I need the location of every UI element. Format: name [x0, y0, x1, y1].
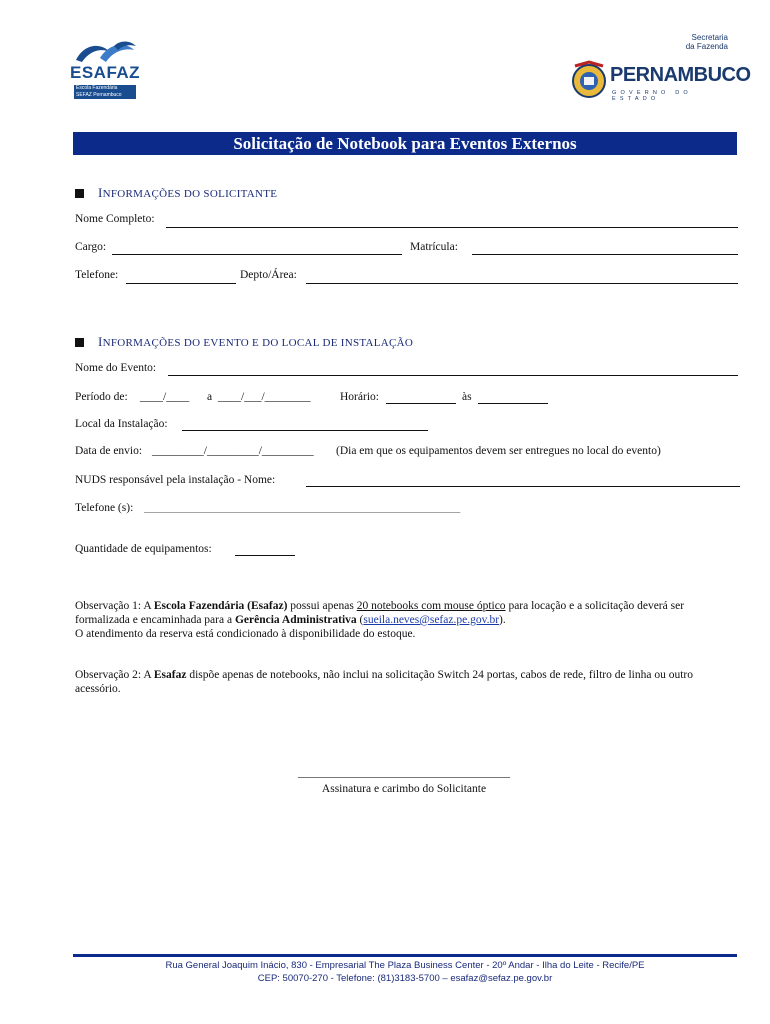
- periodo-start-field[interactable]: ____/____: [140, 391, 190, 403]
- esafaz-band-line2: SEFAZ Pernambuco: [76, 92, 122, 98]
- obs1-line3: O atendimento da reserva está condicionado à disponibilidade do estoque.: [75, 628, 416, 640]
- footer-address: Rua General Joaquim Inácio, 830 - Empresarial The Plaza Business Center - 20º Andar - Ilha do Leite - Recife/PE: [165, 960, 645, 971]
- coat-of-arms-icon: [570, 60, 608, 100]
- esafaz-logo-text: ESAFAZ: [70, 63, 141, 82]
- nome-completo-field[interactable]: [166, 227, 738, 228]
- section-heading-solicitante: [75, 185, 277, 201]
- footer-divider: [73, 954, 737, 957]
- data-envio-field[interactable]: _________/_________/_________: [152, 445, 314, 457]
- footer-contact: CEP: 50070-270 - Telefone: (81)3183-5700 – esafaz@sefaz.pe.gov.br: [257, 973, 553, 984]
- quantidade-label: Quantidade de equipamentos:: [75, 543, 212, 555]
- obs1-prefix: Observação 1: A: [75, 600, 152, 612]
- depto-label: Depto/Área:: [240, 269, 297, 281]
- quantidade-field[interactable]: [235, 555, 295, 556]
- obs2-prefix: Observação 2: A: [75, 669, 152, 681]
- periodo-end-field[interactable]: ____/___/________: [218, 391, 311, 403]
- obs1-underlined: 20 notebooks com mouse óptico: [356, 600, 506, 612]
- signature-line[interactable]: [298, 777, 510, 778]
- nuds-field[interactable]: [306, 486, 740, 487]
- secretaria-label: [686, 33, 728, 51]
- bullet-square-icon: [75, 189, 84, 198]
- obs1-bold-gerencia: Gerência Administrativa: [234, 614, 357, 626]
- section-heading-text: NFORMAÇÕES DO EVENTO E DO LOCAL DE INSTALAÇÃO: [102, 337, 414, 349]
- pernambuco-logo: [570, 60, 751, 104]
- observacao-2: [75, 668, 715, 696]
- matricula-label: Matrícula:: [410, 241, 458, 253]
- telefones-label: Telefone (s):: [75, 502, 134, 514]
- obs1-text2: para locação e a solicitação deverá ser formalizada e encaminhada para a: [75, 600, 685, 626]
- data-envio-note: (Dia em que os equipamentos devem ser entregues no local do evento): [336, 445, 661, 457]
- horario-label: Horário:: [340, 391, 379, 403]
- section-heading-cap: I: [98, 334, 103, 349]
- horario-as-label: às: [462, 391, 472, 403]
- telefones-field[interactable]: _______________________________________________________: [144, 502, 461, 514]
- nuds-label: NUDS responsável pela instalação - Nome:: [75, 474, 276, 486]
- horario-end-field[interactable]: [478, 403, 548, 404]
- esafaz-logo: [70, 40, 141, 102]
- cargo-field[interactable]: [112, 254, 402, 255]
- page-title: Solicitação de Notebook para Eventos Externos: [73, 132, 737, 155]
- obs1-bold-esafaz: Escola Fazendária (Esafaz): [153, 600, 288, 612]
- periodo-a-label: a: [207, 391, 213, 403]
- telefone-field[interactable]: [126, 283, 236, 284]
- pernambuco-logo-subtitle: GOVERNO DO ESTADO: [612, 90, 692, 102]
- nome-completo-label: Nome Completo:: [75, 213, 155, 225]
- pernambuco-logo-text: PERNAMBUCO: [610, 64, 751, 86]
- data-envio-label: Data de envio:: [75, 445, 143, 457]
- horario-start-field[interactable]: [386, 403, 456, 404]
- nome-evento-label: Nome do Evento:: [75, 362, 157, 374]
- esafaz-band-line1: Escola Fazendária: [76, 85, 118, 91]
- section-heading-text: NFORMAÇÕES DO SOLICITANTE: [102, 188, 278, 200]
- section-heading-cap: I: [98, 185, 103, 200]
- obs1-email-open: (: [359, 614, 364, 626]
- obs2-text: dispõe apenas de notebooks, não inclui na solicitação Switch 24 portas, cabos de rede, filtro de linha ou outro acessório.: [75, 669, 693, 695]
- obs2-bold-esafaz: Esafaz: [153, 669, 187, 681]
- telefone-label: Telefone:: [75, 269, 119, 281]
- esafaz-logo-band: [74, 85, 136, 99]
- depto-field[interactable]: [306, 283, 738, 284]
- obs1-text: possui apenas: [290, 600, 354, 612]
- secretaria-line1: Secretaria: [691, 33, 728, 42]
- email-link[interactable]: sueila.neves@sefaz.pe.gov.br: [363, 614, 500, 626]
- secretaria-line2: da Fazenda: [685, 42, 728, 51]
- local-instalacao-field[interactable]: [182, 430, 428, 431]
- cargo-label: Cargo:: [75, 241, 107, 253]
- bullet-square-icon: [75, 338, 84, 347]
- matricula-field[interactable]: [472, 254, 738, 255]
- signature-label: Assinatura e carimbo do Solicitante: [321, 783, 487, 795]
- section-heading-evento: [75, 334, 413, 350]
- nome-evento-field[interactable]: [168, 375, 738, 376]
- observacao-1: [75, 599, 715, 641]
- periodo-label: Período de:: [75, 391, 128, 403]
- obs1-email-close: ).: [499, 614, 506, 626]
- local-instalacao-label: Local da Instalação:: [75, 418, 168, 430]
